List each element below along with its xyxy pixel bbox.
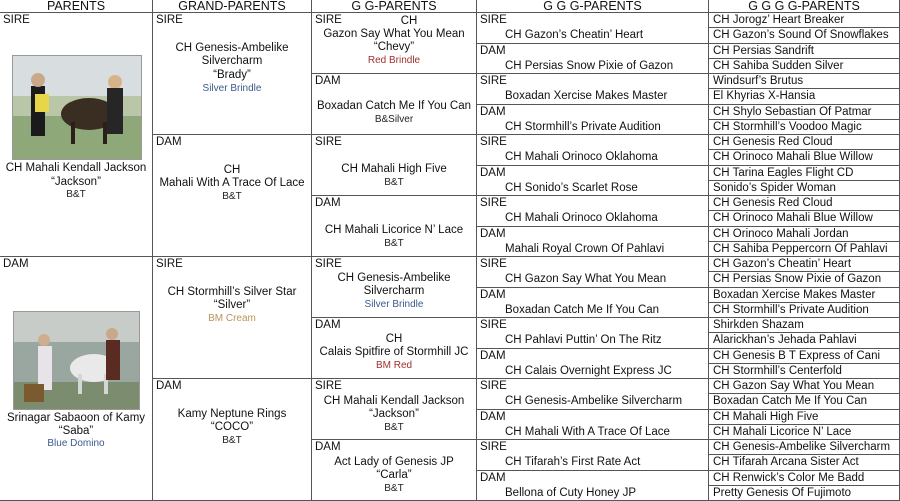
gggg-name: CH Gazon Say What You Mean [713,380,875,392]
role-label: SIRE [480,380,507,392]
gggg-name: CH Genesis Red Cloud [713,136,833,148]
ggg-name: CH Mahali With A Trace Of Lace [505,426,670,438]
gggg-name: Boxadan Xercise Makes Master [713,289,876,301]
ggg-parent-cell [477,227,709,257]
role-label: DAM [480,411,506,423]
grandparent-name-1: CH [223,164,241,176]
ggg-parent-cell [477,410,709,440]
grandparent-color: B&T [222,435,242,446]
ggg-parent-cell [477,318,709,349]
role-label: DAM [480,167,506,179]
sire-color: B&T [66,189,86,200]
role-label: SIRE [156,258,183,270]
gg-prefix: CH [400,15,418,27]
gggg-parent-cell [709,303,900,318]
gggg-parent-cell [709,333,900,349]
gg-color: B&T [384,483,404,494]
gggg-name: CH Stormhill’s Centerfold [713,365,842,377]
gggg-parent-cell [709,150,900,166]
gg-name-2: Calais Spitfire of Stormhill JC [319,346,469,358]
role-label: SIRE [3,14,30,26]
gg-parent-cell [312,135,477,196]
gggg-parent-cell [709,455,900,471]
gggg-parent-cell [709,181,900,196]
ggg-parent-cell [477,135,709,166]
gggg-parent-cell [709,211,900,227]
grandparent-call-name: “Brady” [213,69,251,81]
dam-call-name: “Saba” [58,425,94,437]
gggg-parent-cell [709,272,900,288]
role-label: DAM [315,197,341,209]
role-label: DAM [3,258,29,270]
gg-name-2: “Chevy” [373,41,415,53]
gg-color: Silver Brindle [364,299,424,310]
gggg-name: CH Persias Sandrift [713,45,814,57]
gggg-name: CH Sahiba Peppercorn Of Pahlavi [713,243,888,255]
role-label: DAM [156,136,182,148]
gggg-parent-cell [709,440,900,455]
gg-color: B&T [384,238,404,249]
role-label: SIRE [480,14,507,26]
role-label: DAM [480,350,506,362]
role-label: DAM [315,75,341,87]
gggg-name: CH Genesis B T Express of Cani [713,350,881,362]
gggg-name: CH Genesis-Ambelike Silvercharm [713,441,891,453]
ggg-name: CH Calais Overnight Express JC [505,365,672,377]
gggg-parent-cell [709,364,900,379]
parent-sire-cell [0,13,153,257]
ggg-parent-cell [477,349,709,379]
gg-parent-cell [312,318,477,379]
role-label: SIRE [480,75,507,87]
ggg-name: CH Gazon’s Cheatin’ Heart [505,29,644,41]
role-label: SIRE [156,14,183,26]
gggg-name: CH Orinoco Mahali Blue Willow [713,212,873,224]
role-label: DAM [315,319,341,331]
dam-color: Blue Domino [47,438,105,449]
gggg-name: CH Persias Snow Pixie of Gazon [713,273,882,285]
gggg-name: Sonido’s Spider Woman [713,182,836,194]
role-label: DAM [156,380,182,392]
sire-call-name: “Jackson” [51,176,101,188]
ggg-parent-cell [477,471,709,501]
role-label: SIRE [315,380,342,392]
ggg-parent-cell [477,196,709,227]
grandparent-color: B&T [222,191,242,202]
header-grandparents: GRAND-PARENTS [153,0,312,13]
role-label: SIRE [480,258,507,270]
sire-name: CH Mahali Kendall Jackson [5,162,147,174]
gggg-parent-cell [709,288,900,303]
grandparent-cell [153,379,312,501]
ggg-parent-cell [477,74,709,105]
gggg-name: Shirkden Shazam [713,319,804,331]
gggg-name: CH Orinoco Mahali Blue Willow [713,151,873,163]
gggg-parent-cell [709,410,900,425]
gg-name-1: Gazon Say What You Mean [323,28,465,40]
gg-parent-cell [312,13,477,74]
ggg-parent-cell [477,379,709,410]
gggg-parent-cell [709,486,900,501]
gggg-parent-cell [709,13,900,28]
gg-name-1: CH Mahali Licorice N’ Lace [324,224,464,236]
header-gggg-parents: G G G G-PARENTS [709,0,900,13]
gggg-name: El Khyrias X-Hansia [713,90,816,102]
header-ggg-parents: G G G-PARENTS [477,0,709,13]
ggg-parent-cell [477,44,709,74]
gg-parent-cell [312,379,477,440]
gg-parent-cell [312,257,477,318]
ggg-name: CH Persias Snow Pixie of Gazon [505,60,674,72]
gggg-parent-cell [709,379,900,394]
ggg-name: CH Mahali Orinoco Oklahoma [505,151,658,163]
grandparent-name-2: Mahali With A Trace Of Lace [159,177,305,189]
ggg-name: CH Pahlavi Puttin’ On The Ritz [505,334,662,346]
gg-color: B&Silver [374,114,414,125]
gg-name-1: CH [385,333,403,345]
gggg-name: CH Sahiba Sudden Silver [713,60,844,72]
grandparent-name-1: CH Stormhill’s Silver Star [167,286,297,298]
grandparent-cell [153,257,312,379]
gg-parent-cell [312,196,477,257]
gg-name-1: Boxadan Catch Me If You Can [316,100,472,112]
role-label: SIRE [315,136,342,148]
gg-name-1: CH Mahali Kendall Jackson [323,395,465,407]
gggg-parent-cell [709,257,900,272]
role-label: SIRE [480,136,507,148]
gggg-name: Pretty Genesis Of Fujimoto [713,487,852,499]
gggg-parent-cell [709,105,900,120]
ggg-parent-cell [477,166,709,196]
gggg-parent-cell [709,349,900,364]
header-parents: PARENTS [0,0,153,13]
gggg-name: CH Tifarah Arcana Sister Act [713,456,859,468]
gggg-parent-cell [709,59,900,74]
gggg-name: CH Mahali Licorice N’ Lace [713,426,852,438]
ggg-parent-cell [477,288,709,318]
ggg-parent-cell [477,440,709,471]
show-ring-photo-icon [13,311,140,410]
gg-name-1: CH Genesis-Ambelike [337,272,451,284]
gggg-parent-cell [709,318,900,333]
gggg-name: Alarickhan’s Jehada Pahlavi [713,334,857,346]
role-label: DAM [480,45,506,57]
ggg-name: CH Stormhill’s Private Audition [505,121,661,133]
gggg-name: CH Orinoco Mahali Jordan [713,228,849,240]
role-label: DAM [315,441,341,453]
gggg-parent-cell [709,120,900,135]
gggg-name: Boxadan Catch Me If You Can [713,395,868,407]
gggg-parent-cell [709,425,900,440]
gggg-parent-cell [709,471,900,486]
role-label: SIRE [315,258,342,270]
gggg-parent-cell [709,135,900,150]
grandparent-color: Silver Brindle [202,83,262,94]
ggg-name: Boxadan Catch Me If You Can [505,304,660,316]
ggg-name: CH Tifarah’s First Rate Act [505,456,641,468]
gggg-name: CH Gazon’s Sound Of Snowflakes [713,29,889,41]
role-label: DAM [480,472,506,484]
gg-name-2: Silvercharm [363,285,425,297]
header-gg-parents: G G-PARENTS [312,0,477,13]
gg-color: BM Red [375,360,413,371]
gggg-parent-cell [709,227,900,242]
ggg-parent-cell [477,13,709,44]
show-ring-photo-icon [12,55,142,160]
ggg-parent-cell [477,105,709,135]
gggg-parent-cell [709,242,900,257]
gggg-parent-cell [709,196,900,211]
grandparent-name-2: “Silver” [213,299,251,311]
gggg-parent-cell [709,28,900,44]
gggg-name: CH Genesis Red Cloud [713,197,833,209]
gggg-name: Windsurf’s Brutus [713,75,804,87]
gg-name-1: CH Mahali High Five [341,163,447,175]
gg-parent-cell [312,440,477,501]
grandparent-name-1: CH Genesis-Ambelike [175,42,289,54]
grandparent-cell [153,135,312,257]
role-label: DAM [480,289,506,301]
gggg-name: CH Stormhill’s Voodoo Magic [713,121,862,133]
ggg-name: CH Mahali Orinoco Oklahoma [505,212,658,224]
grandparent-name-2: “COCO” [210,421,254,433]
parent-dam-cell [0,257,153,501]
gg-color: B&T [384,422,404,433]
gggg-name: CH Renwick’s Color Me Badd [713,472,865,484]
ggg-name: CH Gazon Say What You Mean [505,273,667,285]
ggg-name: Bellona of Cuty Honey JP [505,487,637,499]
gggg-name: CH Shylo Sebastian Of Patmar [713,106,872,118]
gg-color: B&T [384,177,404,188]
role-label: SIRE [480,441,507,453]
role-label: DAM [480,106,506,118]
ggg-parent-cell [477,257,709,288]
gg-color: Red Brindle [367,55,421,66]
role-label: SIRE [480,319,507,331]
gg-name-2: “Carla” [376,469,412,481]
gggg-parent-cell [709,74,900,89]
gg-name-1: Act Lady of Genesis JP [334,456,454,468]
gggg-name: CH Tarina Eagles Flight CD [713,167,854,179]
dam-name: Srinagar Sabaoon of Kamy [6,412,146,424]
gggg-parent-cell [709,394,900,410]
gggg-parent-cell [709,44,900,59]
gggg-parent-cell [709,89,900,105]
ggg-name: CH Sonido’s Scarlet Rose [505,182,638,194]
grandparent-cell [153,13,312,135]
gggg-name: CH Mahali High Five [713,411,819,423]
gggg-name: CH Gazon’s Cheatin’ Heart [713,258,852,270]
role-label: SIRE [315,14,342,26]
grandparent-name-2: Silvercharm [201,55,263,67]
grandparent-name-1: Kamy Neptune Rings [177,408,287,420]
gggg-name: CH Stormhill’s Private Audition [713,304,869,316]
grandparent-color: BM Cream [208,313,256,324]
gg-name-2: “Jackson” [369,408,419,420]
gggg-parent-cell [709,166,900,181]
ggg-name: CH Genesis-Ambelike Silvercharm [505,395,683,407]
role-label: DAM [480,228,506,240]
gg-parent-cell [312,74,477,135]
role-label: SIRE [480,197,507,209]
ggg-name: Mahali Royal Crown Of Pahlavi [505,243,665,255]
ggg-name: Boxadan Xercise Makes Master [505,90,668,102]
gggg-name: CH Jorogz’ Heart Breaker [713,14,845,26]
